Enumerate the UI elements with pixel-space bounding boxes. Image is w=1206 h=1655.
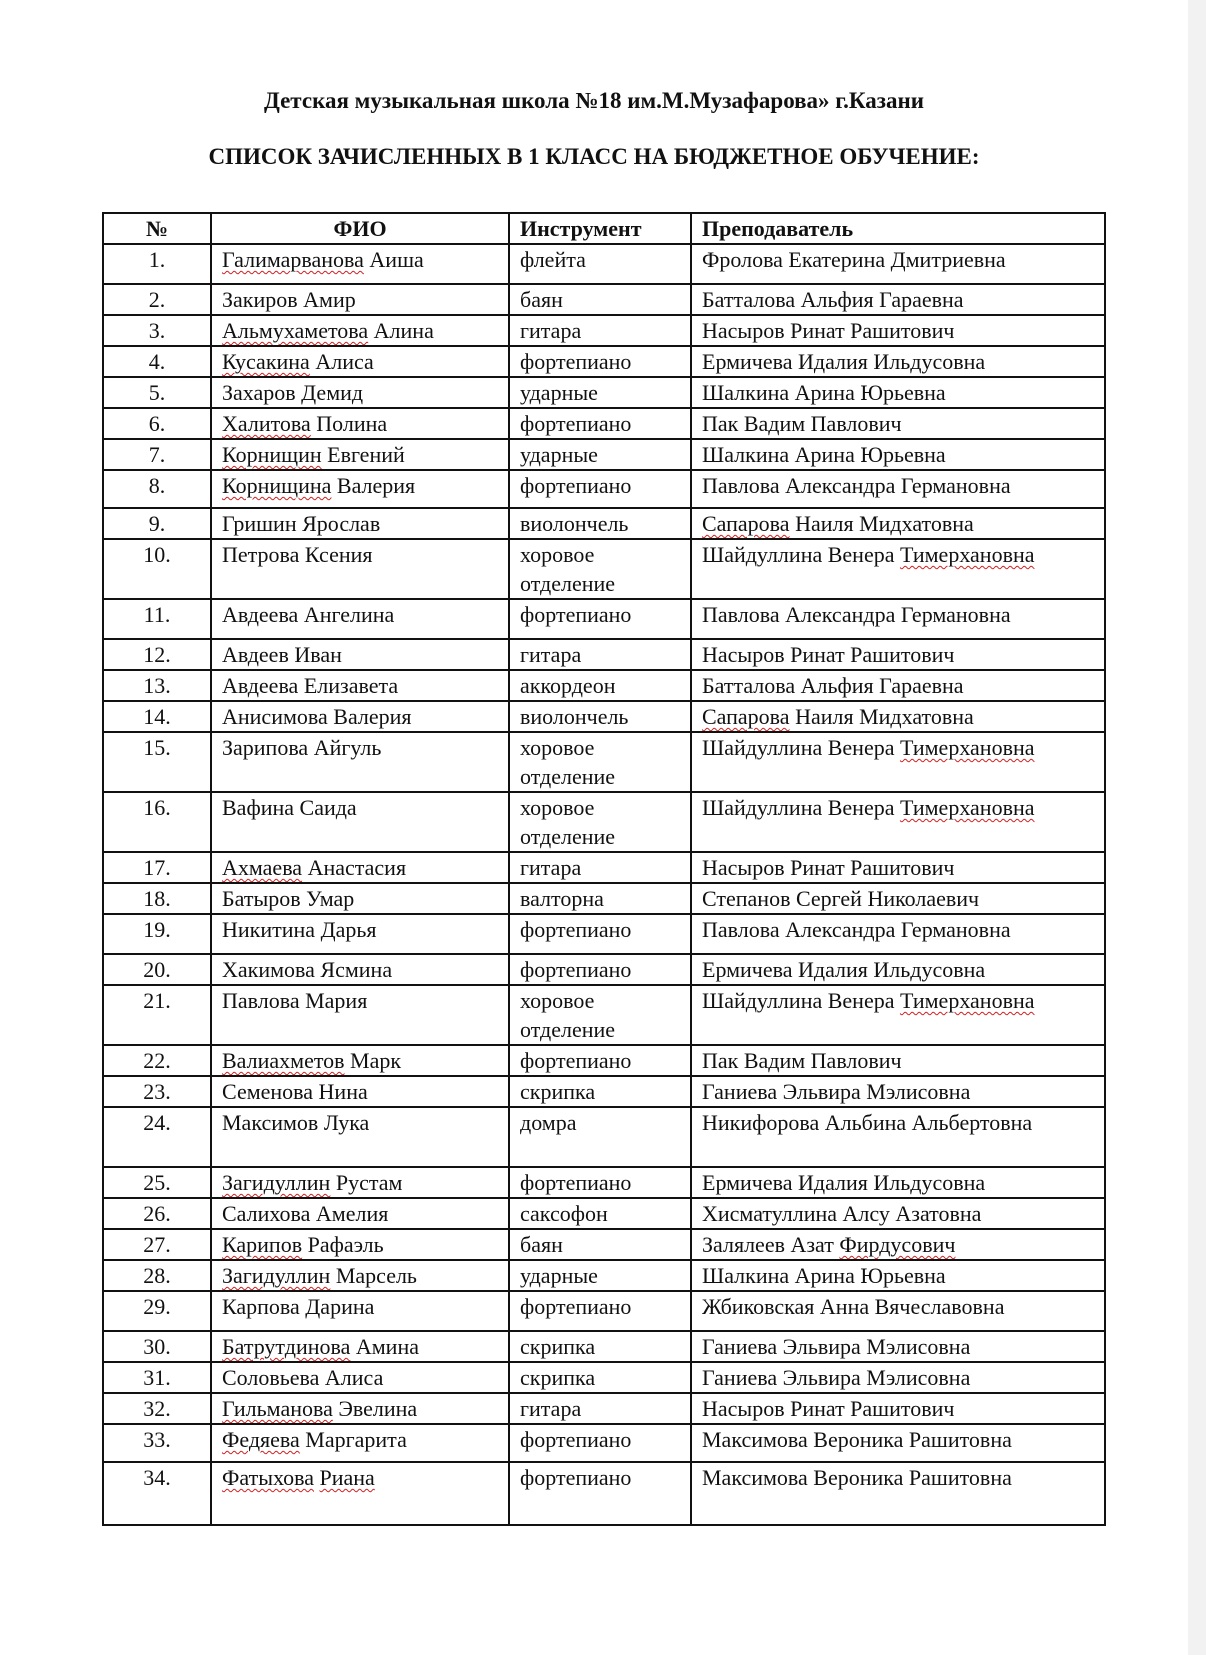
table-row: [103, 639, 1105, 670]
table-row: [103, 244, 1105, 284]
instrument: скрипка: [509, 1076, 691, 1107]
teacher: Степанов Сергей Николаевич: [691, 883, 1105, 914]
teacher: Ермичева Идалия Ильдусовна: [691, 346, 1105, 377]
teacher: Максимова Вероника Рашитовна: [691, 1424, 1105, 1462]
teacher: Шалкина Арина Юрьевна: [691, 1260, 1105, 1291]
table-row: [103, 1045, 1105, 1076]
student-surname: Гильманова: [222, 1396, 333, 1421]
table-row: [103, 470, 1105, 508]
spellcheck-word: Сапарова: [702, 511, 790, 536]
row-number: 1.: [103, 244, 211, 284]
row-number: 13.: [103, 670, 211, 701]
teacher: Фролова Екатерина Дмитриевна: [691, 244, 1105, 284]
student-surname: Фатыхова: [222, 1465, 314, 1490]
row-number: 24.: [103, 1107, 211, 1167]
student-surname: Павлова: [222, 988, 300, 1013]
table-header-row: [103, 213, 1105, 244]
student-name: [211, 670, 509, 701]
student-given-name: Елизавета: [303, 673, 399, 698]
student-given-name: Иван: [294, 642, 342, 667]
row-number: 22.: [103, 1045, 211, 1076]
student-given-name: Анастасия: [307, 855, 407, 880]
student-given-name: Айгуль: [313, 735, 382, 760]
instrument: фортепиано: [509, 599, 691, 639]
student-given-name: Ясмина: [320, 957, 393, 982]
instrument: гитара: [509, 852, 691, 883]
table-row: [103, 346, 1105, 377]
header-num: №: [103, 213, 211, 244]
student-name: [211, 284, 509, 315]
student-name: [211, 1362, 509, 1393]
student-name: [211, 914, 509, 954]
row-number: 27.: [103, 1229, 211, 1260]
teacher: Сапарова Наиля Мидхатовна: [691, 701, 1105, 732]
table-row: [103, 1229, 1105, 1260]
instrument: хоровое отделение: [509, 539, 691, 599]
student-name: [211, 1045, 509, 1076]
instrument: баян: [509, 284, 691, 315]
row-number: 10.: [103, 539, 211, 599]
row-number: 11.: [103, 599, 211, 639]
student-surname: Федяева: [222, 1427, 300, 1452]
table-row: [103, 599, 1105, 639]
row-number: 12.: [103, 639, 211, 670]
spellcheck-word: Тимерхановна: [899, 988, 1035, 1013]
instrument: домра: [509, 1107, 691, 1167]
table-row: [103, 1362, 1105, 1393]
table-row: [103, 1107, 1105, 1167]
teacher: Батталова Альфия Гараевна: [691, 284, 1105, 315]
instrument: гитара: [509, 315, 691, 346]
teacher: Шайдуллина Венера Тимерхановна: [691, 985, 1105, 1045]
student-name: [211, 1462, 509, 1525]
row-number: 15.: [103, 732, 211, 792]
student-given-name: Алиса: [324, 1365, 384, 1390]
student-given-name: Ангелина: [303, 602, 395, 627]
student-name: [211, 1198, 509, 1229]
instrument: фортепиано: [509, 954, 691, 985]
student-surname: Альмухаметова: [222, 318, 369, 343]
student-name: [211, 439, 509, 470]
student-given-name: Мария: [305, 988, 368, 1013]
row-number: 32.: [103, 1393, 211, 1424]
teacher: Павлова Александра Германовна: [691, 914, 1105, 954]
table-row: [103, 377, 1105, 408]
table-row: [103, 539, 1105, 599]
teacher: Шалкина Арина Юрьевна: [691, 439, 1105, 470]
student-surname: Ахмаева: [222, 855, 303, 880]
table-row: [103, 670, 1105, 701]
teacher: Павлова Александра Германовна: [691, 599, 1105, 639]
student-name: [211, 1076, 509, 1107]
teacher: Ермичева Идалия Ильдусовна: [691, 1167, 1105, 1198]
teacher: Шайдуллина Венера Тимерхановна: [691, 732, 1105, 792]
teacher: Шалкина Арина Юрьевна: [691, 377, 1105, 408]
student-surname: Хакимова: [222, 957, 315, 982]
teacher: Павлова Александра Германовна: [691, 470, 1105, 508]
student-surname: Салихова: [222, 1201, 311, 1226]
instrument: валторна: [509, 883, 691, 914]
instrument: фортепиано: [509, 1462, 691, 1525]
student-surname: Батрутдинова: [222, 1334, 351, 1359]
instrument: фортепиано: [509, 1045, 691, 1076]
row-number: 21.: [103, 985, 211, 1045]
row-number: 2.: [103, 284, 211, 315]
student-name: [211, 701, 509, 732]
header-teacher: Преподаватель: [691, 213, 1105, 244]
student-surname: Анисимова: [222, 704, 328, 729]
student-surname: Никитина: [222, 917, 316, 942]
student-name: [211, 985, 509, 1045]
instrument: фортепиано: [509, 470, 691, 508]
student-name: [211, 1107, 509, 1167]
teacher: Насыров Ринат Рашитович: [691, 315, 1105, 346]
student-surname: Семенова: [222, 1079, 314, 1104]
row-number: 6.: [103, 408, 211, 439]
instrument: фортепиано: [509, 408, 691, 439]
student-surname: Петрова: [222, 542, 300, 567]
student-surname: Галимарванова: [222, 247, 364, 272]
teacher: Пак Вадим Павлович: [691, 1045, 1105, 1076]
student-given-name: Рустам: [335, 1170, 403, 1195]
row-number: 20.: [103, 954, 211, 985]
row-number: 3.: [103, 315, 211, 346]
teacher: Сапарова Наиля Мидхатовна: [691, 508, 1105, 539]
row-number: 17.: [103, 852, 211, 883]
instrument: ударные: [509, 1260, 691, 1291]
header-instrument: Инструмент: [509, 213, 691, 244]
student-given-name: Маргарита: [305, 1427, 407, 1452]
instrument: хоровое отделение: [509, 985, 691, 1045]
student-name: [211, 732, 509, 792]
teacher: Залялеев Азат Фирдусович: [691, 1229, 1105, 1260]
spellcheck-word: Тимерхановна: [899, 542, 1035, 567]
instrument: скрипка: [509, 1362, 691, 1393]
student-given-name: Валерия: [333, 704, 412, 729]
row-number: 8.: [103, 470, 211, 508]
student-name: [211, 244, 509, 284]
student-given-name: Ксения: [304, 542, 373, 567]
student-given-name: Амина: [355, 1334, 419, 1359]
spellcheck-word: Тимерхановна: [899, 735, 1035, 760]
student-given-name: Марк: [350, 1048, 402, 1073]
student-name: [211, 346, 509, 377]
table-row: [103, 1198, 1105, 1229]
student-surname: Валиахметов: [222, 1048, 345, 1073]
student-given-name: Рафаэль: [307, 1232, 384, 1257]
teacher: Ганиева Эльвира Мэлисовна: [691, 1362, 1105, 1393]
instrument: гитара: [509, 639, 691, 670]
table-row: [103, 439, 1105, 470]
spellcheck-word: Сапарова: [702, 704, 790, 729]
table-row: [103, 1291, 1105, 1331]
student-name: [211, 508, 509, 539]
instrument: хоровое отделение: [509, 792, 691, 852]
teacher: Ермичева Идалия Ильдусовна: [691, 954, 1105, 985]
student-name: [211, 539, 509, 599]
student-surname: Вафина: [222, 795, 295, 820]
table-row: [103, 1424, 1105, 1462]
teacher: Никифорова Альбина Альбертовна: [691, 1107, 1105, 1167]
student-given-name: Риана: [319, 1465, 375, 1490]
row-number: 33.: [103, 1424, 211, 1462]
instrument: виолончель: [509, 701, 691, 732]
instrument: фортепиано: [509, 1167, 691, 1198]
table-row: [103, 508, 1105, 539]
teacher: Насыров Ринат Рашитович: [691, 639, 1105, 670]
table-row: [103, 1260, 1105, 1291]
spellcheck-word: Фирдусович: [839, 1232, 956, 1257]
row-number: 16.: [103, 792, 211, 852]
row-number: 30.: [103, 1331, 211, 1362]
student-name: [211, 1291, 509, 1331]
instrument: гитара: [509, 1393, 691, 1424]
student-name: [211, 792, 509, 852]
table-row: [103, 914, 1105, 954]
teacher: Хисматуллина Алсу Азатовна: [691, 1198, 1105, 1229]
student-given-name: Дарья: [320, 917, 377, 942]
student-given-name: Полина: [316, 411, 388, 436]
student-given-name: Умар: [306, 886, 355, 911]
row-number: 31.: [103, 1362, 211, 1393]
list-heading: СПИСОК ЗАЧИСЛЕННЫХ В 1 КЛАСС НА БЮДЖЕТНОЕ ОБУЧЕНИЕ:: [208, 144, 980, 169]
student-given-name: Эвелина: [338, 1396, 418, 1421]
instrument: флейта: [509, 244, 691, 284]
student-name: [211, 470, 509, 508]
student-surname: Авдеева: [222, 602, 299, 627]
teacher: Пак Вадим Павлович: [691, 408, 1105, 439]
row-number: 26.: [103, 1198, 211, 1229]
student-given-name: Алина: [373, 318, 434, 343]
table-row: [103, 1462, 1105, 1525]
student-surname: Халитова: [222, 411, 311, 436]
teacher: Ганиева Эльвира Мэлисовна: [691, 1076, 1105, 1107]
student-given-name: Амир: [303, 287, 356, 312]
teacher: Шайдуллина Венера Тимерхановна: [691, 792, 1105, 852]
student-surname: Авдеева: [222, 673, 299, 698]
table-row: [103, 1076, 1105, 1107]
student-surname: Карпова: [222, 1294, 300, 1319]
student-name: [211, 954, 509, 985]
teacher: Жбиковская Анна Вячеславовна: [691, 1291, 1105, 1331]
table-row: [103, 954, 1105, 985]
student-surname: Захаров: [222, 380, 296, 405]
teacher: Насыров Ринат Рашитович: [691, 1393, 1105, 1424]
student-given-name: Нина: [318, 1079, 368, 1104]
student-surname: Корнищин: [222, 442, 322, 467]
teacher: Ганиева Эльвира Мэлисовна: [691, 1331, 1105, 1362]
student-name: [211, 639, 509, 670]
teacher: Насыров Ринат Рашитович: [691, 852, 1105, 883]
student-surname: Зарипова: [222, 735, 309, 760]
student-surname: Загидуллин: [222, 1170, 331, 1195]
spellcheck-word: Тимерхановна: [899, 795, 1035, 820]
header-name: ФИО: [211, 213, 509, 244]
row-number: 5.: [103, 377, 211, 408]
row-number: 9.: [103, 508, 211, 539]
student-name: [211, 408, 509, 439]
row-number: 4.: [103, 346, 211, 377]
student-surname: Карипов: [222, 1232, 303, 1257]
student-given-name: Демид: [301, 380, 364, 405]
instrument: баян: [509, 1229, 691, 1260]
row-number: 29.: [103, 1291, 211, 1331]
instrument: виолончель: [509, 508, 691, 539]
student-name: [211, 1260, 509, 1291]
student-name: [211, 1331, 509, 1362]
row-number: 23.: [103, 1076, 211, 1107]
instrument: ударные: [509, 439, 691, 470]
instrument: аккордеон: [509, 670, 691, 701]
instrument: фортепиано: [509, 1291, 691, 1331]
student-given-name: Дарина: [305, 1294, 375, 1319]
student-name: [211, 1424, 509, 1462]
student-given-name: Валерия: [336, 473, 416, 498]
student-surname: Соловьева: [222, 1365, 320, 1390]
enrollment-table: [102, 212, 1106, 1526]
student-name: [211, 1229, 509, 1260]
row-number: 25.: [103, 1167, 211, 1198]
row-number: 34.: [103, 1462, 211, 1525]
instrument: саксофон: [509, 1198, 691, 1229]
student-surname: Максимов: [222, 1110, 319, 1135]
student-given-name: Аиша: [369, 247, 424, 272]
student-given-name: Марсель: [335, 1263, 417, 1288]
school-title: Детская музыкальная школа №18 им.М.Музафарова» г.Казани: [263, 88, 925, 113]
student-name: [211, 883, 509, 914]
table-row: [103, 883, 1105, 914]
student-name: [211, 377, 509, 408]
teacher: Максимова Вероника Рашитовна: [691, 1462, 1105, 1525]
table-row: [103, 284, 1105, 315]
student-name: [211, 1393, 509, 1424]
row-number: 14.: [103, 701, 211, 732]
student-name: [211, 1167, 509, 1198]
table-row: [103, 1393, 1105, 1424]
instrument: скрипка: [509, 1331, 691, 1362]
table-row: [103, 1167, 1105, 1198]
table-body: [103, 244, 1105, 1525]
instrument: фортепиано: [509, 914, 691, 954]
table-row: [103, 792, 1105, 852]
table-row: [103, 408, 1105, 439]
student-given-name: Евгений: [327, 442, 405, 467]
instrument: фортепиано: [509, 1424, 691, 1462]
student-surname: Батыров: [222, 886, 301, 911]
student-surname: Корнищина: [222, 473, 332, 498]
student-given-name: Ярослав: [302, 511, 381, 536]
instrument: хоровое отделение: [509, 732, 691, 792]
student-surname: Закиров: [222, 287, 298, 312]
row-number: 18.: [103, 883, 211, 914]
table-row: [103, 852, 1105, 883]
row-number: 19.: [103, 914, 211, 954]
teacher: Шайдуллина Венера Тимерхановна: [691, 539, 1105, 599]
student-name: [211, 852, 509, 883]
teacher: Батталова Альфия Гараевна: [691, 670, 1105, 701]
student-surname: Загидуллин: [222, 1263, 331, 1288]
student-given-name: Алиса: [315, 349, 374, 374]
table-row: [103, 701, 1105, 732]
student-surname: Кусакина: [222, 349, 310, 374]
table-row: [103, 732, 1105, 792]
table-row: [103, 985, 1105, 1045]
instrument: ударные: [509, 377, 691, 408]
student-surname: Авдеев: [222, 642, 289, 667]
row-number: 7.: [103, 439, 211, 470]
table-row: [103, 315, 1105, 346]
student-given-name: Лука: [323, 1110, 370, 1135]
student-given-name: Амелия: [315, 1201, 389, 1226]
row-number: 28.: [103, 1260, 211, 1291]
student-surname: Гришин: [222, 511, 297, 536]
student-name: [211, 599, 509, 639]
student-name: [211, 315, 509, 346]
student-given-name: Саида: [299, 795, 357, 820]
table-row: [103, 1331, 1105, 1362]
instrument: фортепиано: [509, 346, 691, 377]
